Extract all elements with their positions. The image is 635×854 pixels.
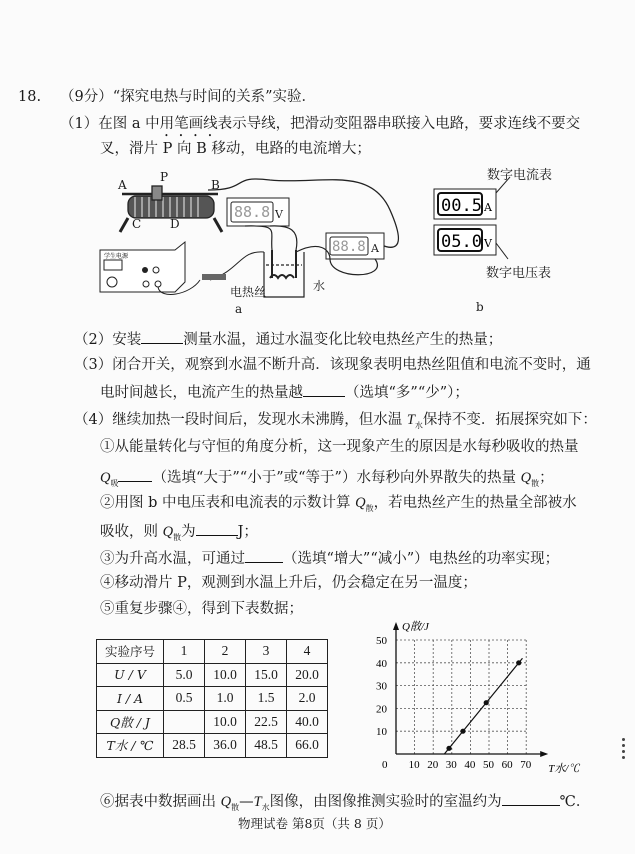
ammeter-display: 88.8 — [332, 239, 366, 255]
text: 表示导线，把滑动变阻器串联接入电路，要求连线不要交 — [217, 116, 581, 132]
x-axis-arrow-icon — [540, 751, 548, 757]
step1-line1: ①从能量转化与守恒的角度分析，这一现象产生的原因是水每秒吸收的热量 — [100, 439, 579, 455]
table-cell: 15.0 — [246, 663, 287, 687]
text: ②用图 b 中电压表和电流表的示数计算 — [100, 495, 356, 511]
text: — — [239, 794, 254, 810]
x-tick-label: 50 — [483, 759, 494, 771]
table-cell: 40.0 — [287, 710, 328, 734]
figure-a-label: a — [235, 302, 243, 316]
text: （1）在图 a 中 — [60, 116, 160, 132]
text: （选填“多”“少”）； — [345, 385, 469, 401]
ammeter-a — [326, 233, 384, 259]
x-tick-label: 30 — [445, 759, 457, 771]
voltmeter-a — [227, 198, 289, 226]
step6 — [100, 791, 590, 817]
table-cell — [164, 710, 205, 734]
voltmeter-display: 88.8 — [234, 203, 271, 221]
page-footer: 物理试卷 第8页（共 8 页） — [238, 816, 391, 831]
answer-blank[interactable] — [196, 521, 238, 536]
answer-blank[interactable] — [118, 467, 152, 482]
text: （2）安装 — [74, 332, 142, 348]
text: ③为升高水温，可通过 — [100, 551, 245, 567]
table-cell: 1.5 — [246, 687, 287, 711]
table-cell: 2.0 — [287, 687, 328, 711]
table-cell: 0.5 — [164, 687, 205, 711]
text: 图像，由图像推测实验时的室温约为 — [269, 794, 502, 810]
text: （选填“增大”“减小”）电热丝的功率实现； — [283, 551, 560, 567]
step2-line1 — [100, 494, 577, 518]
terminal-c: C — [132, 217, 142, 231]
row-label: T水 / ℃ — [97, 734, 164, 758]
table-row — [97, 734, 328, 758]
question-header: （9分）“探究电热与时间的关系”实验． — [60, 89, 317, 105]
text: 吸收，则 — [100, 524, 163, 540]
data-point — [516, 660, 521, 665]
more-options-icon[interactable] — [622, 738, 626, 762]
part3-line2 — [100, 382, 469, 402]
x-tick-label: 60 — [501, 759, 513, 771]
answer-blank[interactable] — [303, 382, 345, 397]
text: 为 — [181, 524, 196, 540]
step1-line2 — [100, 467, 554, 493]
terminal-d: D — [170, 217, 180, 231]
answer-blank[interactable] — [141, 329, 183, 344]
step2-line2 — [100, 521, 258, 547]
sub: 水 — [261, 802, 270, 812]
table-cell: 28.5 — [164, 734, 205, 758]
text: （选填“大于”“小于”或“等于”）水每秒向外界散失的热量 — [152, 470, 521, 486]
text: 保持不变．拓展探究如下： — [422, 412, 597, 428]
x-tick-label: 0 — [382, 759, 388, 771]
var: Q — [162, 524, 174, 540]
x-tick-label: 40 — [464, 759, 476, 771]
sub: 散 — [365, 503, 374, 513]
table-cell: 5.0 — [164, 663, 205, 687]
var: T — [406, 412, 415, 428]
x-tick-label: 20 — [427, 759, 439, 771]
water-label: 水 — [313, 279, 326, 293]
table-cell: 1.0 — [205, 687, 246, 711]
table-cell: 48.5 — [246, 734, 287, 758]
ammeter-unit: A — [371, 242, 379, 255]
step4: ④移动滑片 P，观测到水温上升后，仍会稳定在另一温度； — [100, 575, 477, 591]
sub: 散 — [173, 532, 182, 542]
step3 — [100, 548, 559, 568]
sub: 散 — [231, 802, 240, 812]
table-cell: 20.0 — [287, 663, 328, 687]
part2 — [74, 329, 502, 349]
answer-blank[interactable] — [502, 791, 560, 806]
table-row — [97, 710, 328, 734]
x-tick-label: 10 — [408, 759, 420, 771]
text: 测量水温，通过水温变化比较电热丝产生的热量； — [183, 332, 503, 348]
table-cell: 66.0 — [287, 734, 328, 758]
text: ℃． — [559, 794, 591, 810]
table-row — [97, 687, 328, 711]
voltmeter-unit: V — [484, 237, 492, 250]
table-header-cell: 实验序号 — [97, 640, 164, 664]
data-table — [96, 639, 328, 758]
table-cell: 22.5 — [246, 710, 287, 734]
emphasized-text: 用笔画线 — [159, 116, 218, 132]
ammeter-caption: 数字电流表 — [487, 168, 553, 183]
voltmeter-unit: V — [275, 208, 283, 221]
part3-line1: （3）闭合开关，观察到水温不断升高．该现象表明电热丝阻值和电流不变时，通 — [74, 357, 591, 373]
data-point — [446, 746, 451, 751]
var: Q — [220, 794, 232, 810]
voltmeter-caption: 数字电压表 — [486, 266, 552, 281]
table-cell: 10.0 — [205, 663, 246, 687]
text: 电时间越长，电流产生的热量越 — [100, 385, 303, 401]
sub: 吸 — [110, 478, 119, 488]
answer-blank[interactable] — [245, 548, 283, 563]
table-cell: 36.0 — [205, 734, 246, 758]
voltmeter-display: 05.0 — [441, 232, 482, 252]
y-tick-label: 40 — [376, 657, 387, 670]
table-header-row — [97, 640, 328, 664]
table-cell: 10.0 — [205, 710, 246, 734]
step5: ⑤重复步骤④，得到下表数据； — [100, 601, 303, 617]
y-axis-arrow-icon — [393, 622, 399, 630]
row-label: I / A — [97, 687, 164, 711]
y-tick-label: 20 — [376, 703, 387, 716]
y-tick-label: 30 — [376, 680, 387, 693]
power-supply-label: 学生电源 — [104, 253, 129, 260]
q-t-chart — [350, 615, 590, 785]
y-tick-label: 10 — [376, 726, 387, 739]
table-header-cell: 3 — [246, 640, 287, 664]
terminal-p: P — [160, 170, 169, 184]
text: J； — [237, 524, 258, 540]
var: T — [253, 794, 262, 810]
row-label: U / V — [97, 663, 164, 687]
figure-b-meters — [430, 175, 570, 265]
question-number: 18. — [18, 89, 42, 105]
data-point — [484, 700, 489, 705]
table-header-cell: 1 — [164, 640, 205, 664]
row-label: Q散 / J — [97, 710, 164, 734]
y-tick-label: 50 — [376, 635, 387, 647]
sub: 水 — [414, 420, 423, 430]
text: ； — [539, 470, 554, 486]
ammeter-unit: A — [484, 201, 492, 214]
table-header-cell: 4 — [287, 640, 328, 664]
figure-b-label: b — [476, 300, 484, 314]
x-axis-label: T水/℃ — [548, 763, 580, 775]
data-point — [460, 729, 465, 734]
fit-line — [444, 658, 522, 754]
var: Q — [100, 470, 111, 486]
part4-intro — [74, 411, 597, 435]
text: （4）继续加热一段时间后，发现水未沸腾，但水温 — [74, 412, 407, 428]
text: ⑥据表中数据画出 — [100, 794, 221, 810]
table-header-cell: 2 — [205, 640, 246, 664]
y-axis-label: Q散/J — [402, 621, 429, 633]
text: ，若电热丝产生的热量全部被水 — [373, 495, 577, 511]
var: Q — [520, 470, 532, 486]
x-tick-label: 70 — [520, 759, 532, 771]
ammeter-display: 00.5 — [441, 196, 482, 216]
part1-line1 — [60, 115, 580, 140]
heating-wire-label: 电热丝 — [230, 285, 267, 299]
terminal-a: A — [118, 178, 127, 192]
sub: 散 — [531, 478, 540, 488]
var: Q — [355, 495, 366, 511]
table-row — [97, 663, 328, 687]
part1-line2: 叉，滑片 P 向 B 移动，电路的电流增大； — [100, 141, 371, 157]
terminal-b: B — [211, 178, 220, 192]
